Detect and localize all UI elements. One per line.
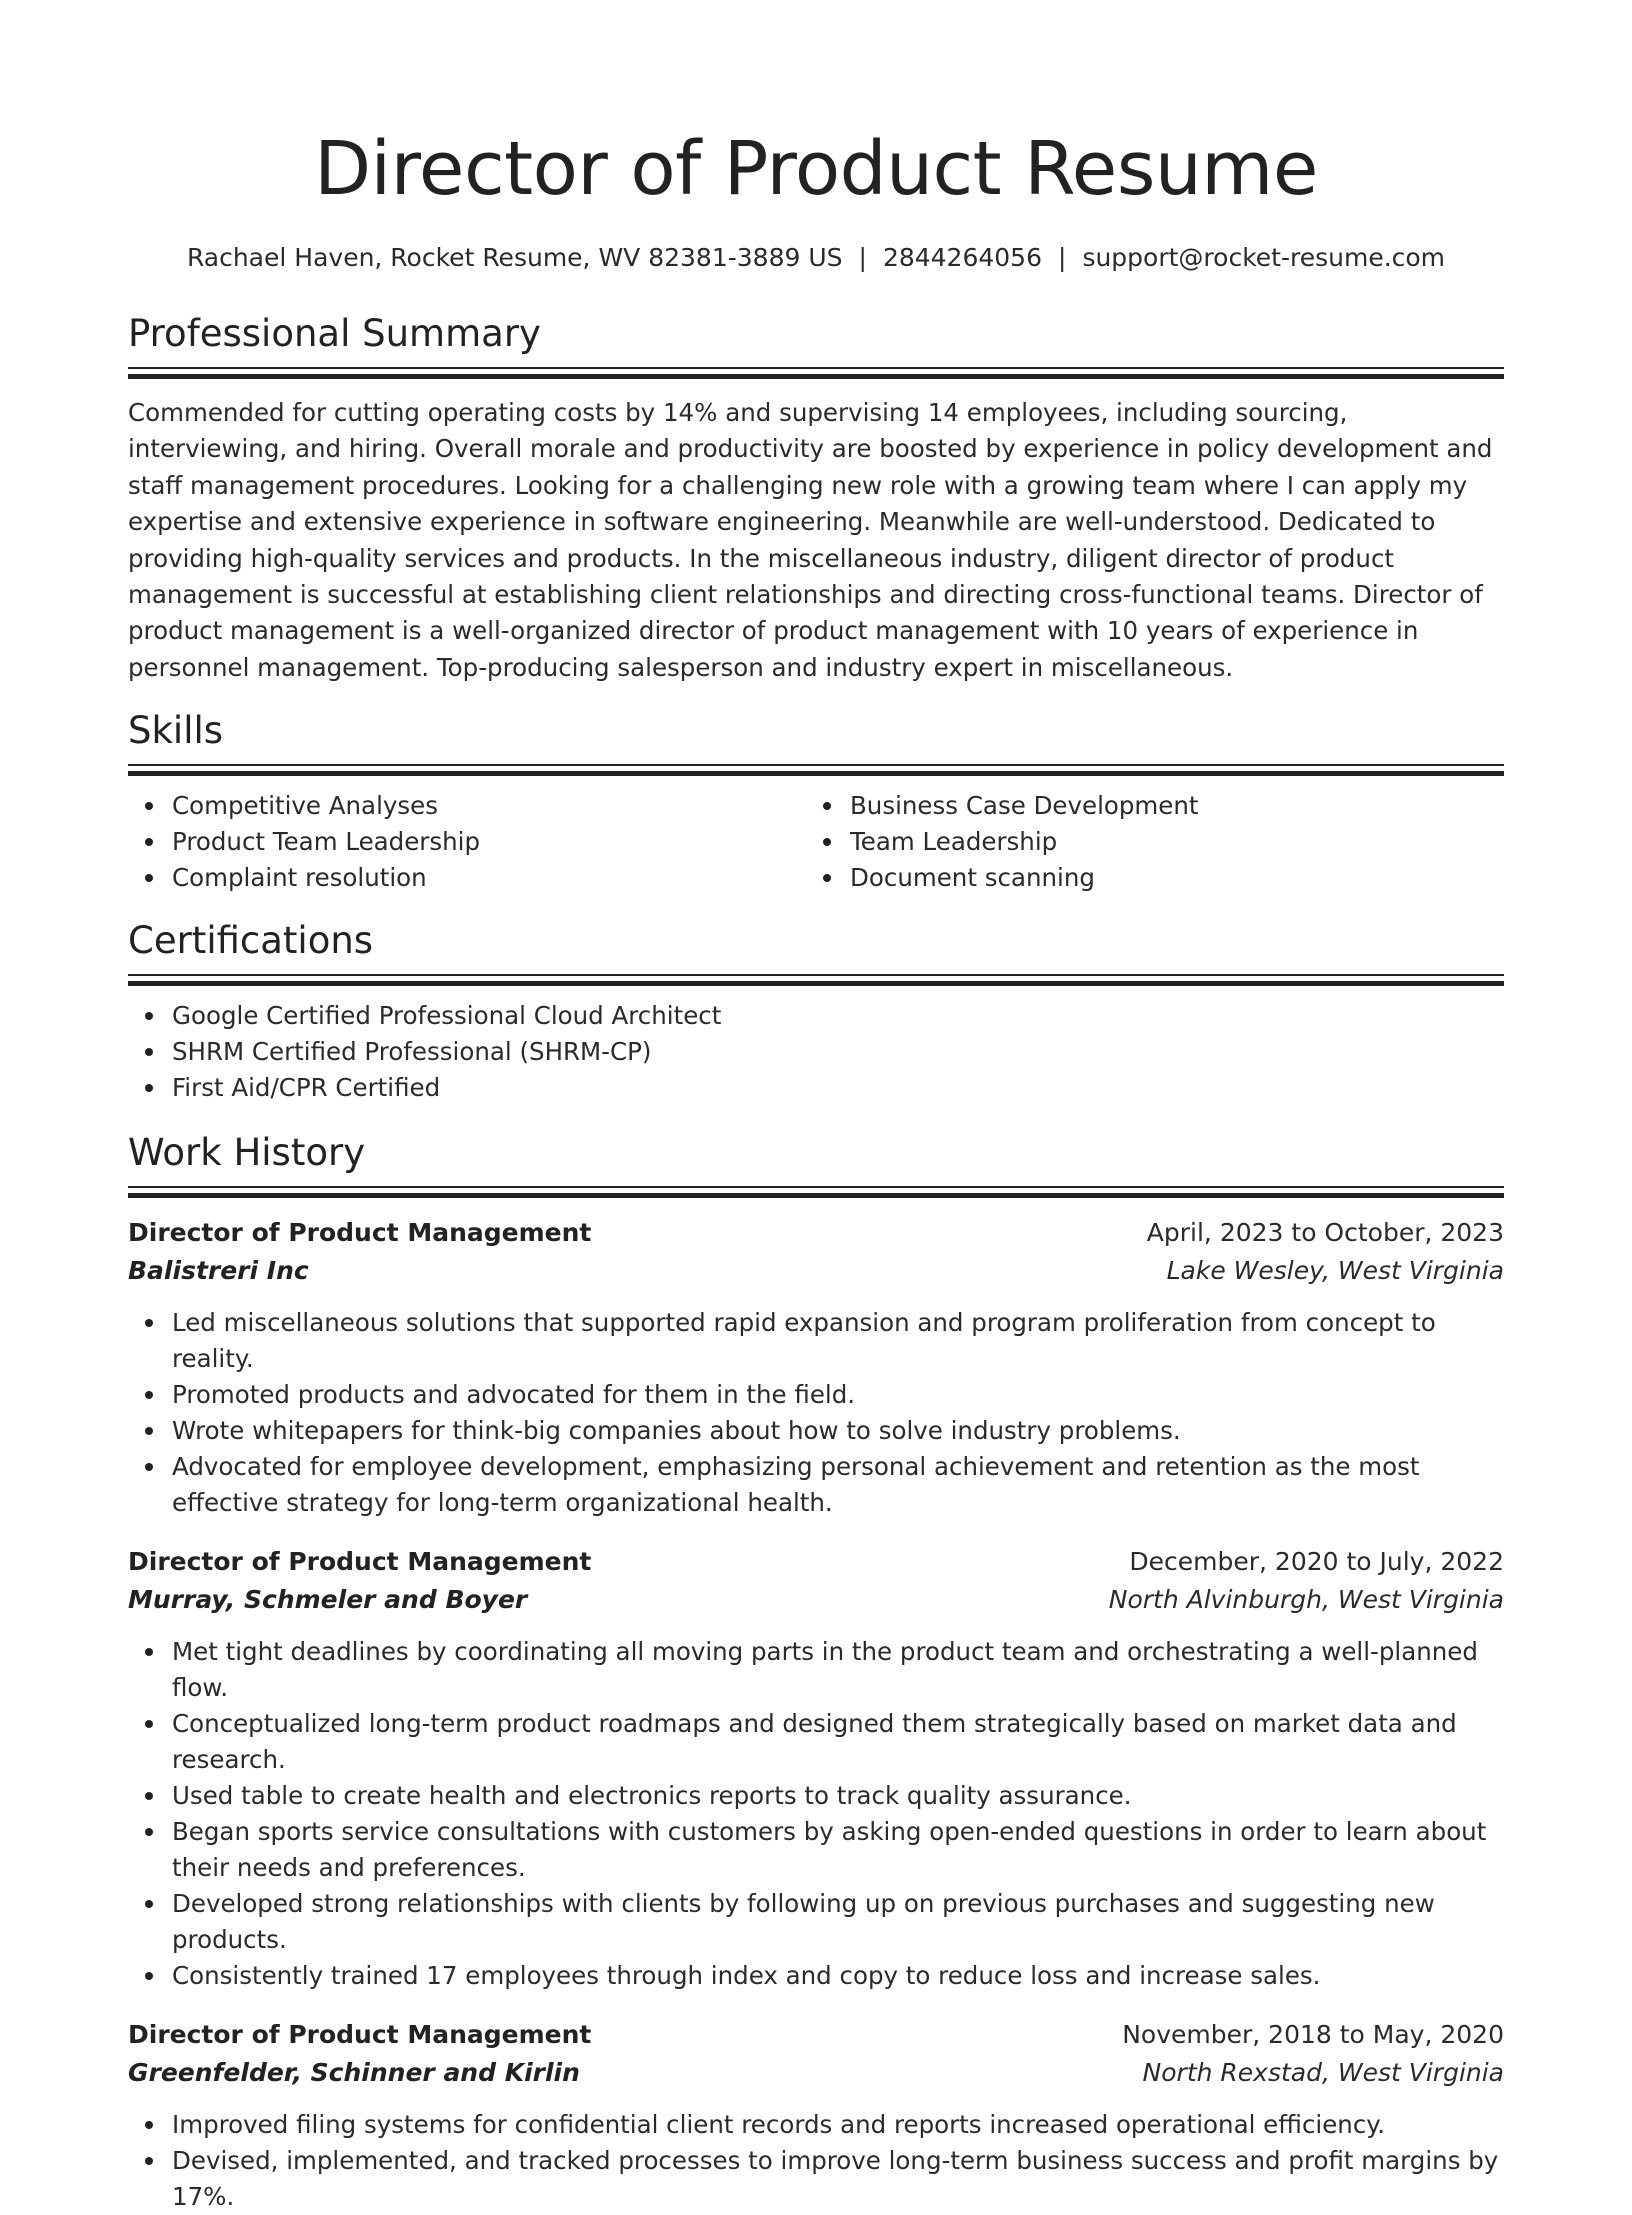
skill-item: Competitive Analyses	[172, 788, 806, 824]
skill-item: Team Leadership	[850, 824, 1484, 860]
summary-text: Commended for cutting operating costs by 14% and supervising 14 employees, including sourcing, interviewing, and hiring. Overall morale and productivity are boosted by experience in policy development and staff management procedures. Looking for a challenging new role with a growing team where I can apply my expertise and extensive experience in software engineering. Meanwhile are well-understood. Dedicated to providing high-quality services and products. In the miscellaneous industry, diligent director of product management is successful at establishing client relationships and directing cross-functional teams. Director of product management is a well-organized director of product management with 10 years of experience in personnel management. Top-producing salesperson and industry expert in miscellaneous.	[128, 398, 1493, 682]
resume-page	[128, 0, 1504, 2215]
section-divider	[128, 367, 1504, 381]
work-history-section	[128, 1130, 1504, 2215]
job-title: Director of Product Management	[128, 1218, 592, 1248]
job-header	[128, 1543, 1504, 1581]
skill-item: Product Team Leadership	[172, 824, 806, 860]
job-header	[128, 1214, 1504, 1252]
job-subheader	[128, 1252, 1504, 1290]
job-bullet: Used table to create health and electronics reports to track quality assurance.	[172, 1778, 1504, 1814]
contact-email: support@rocket-resume.com	[1082, 243, 1446, 272]
job-header	[128, 2016, 1504, 2054]
job-company: Murray, Schmeler and Boyer	[128, 1585, 528, 1615]
job-bullet: Began sports service consultations with customers by asking open-ended questions in order to learn about their needs and preferences.	[172, 1814, 1504, 1886]
skill-item: Complaint resolution	[172, 860, 806, 896]
skill-item: Document scanning	[850, 860, 1484, 896]
job-entry	[128, 2016, 1504, 2215]
job-bullet: Conceptualized long-term product roadmaps and designed them strategically based on market data and research.	[172, 1706, 1504, 1778]
job-company: Greenfelder, Schinner and Kirlin	[128, 2058, 580, 2088]
job-dates: November, 2018 to May, 2020	[1122, 2020, 1504, 2050]
contact-phone: 2844264056	[882, 243, 1042, 272]
contact-separator: |	[858, 243, 867, 272]
job-bullet: Developed strong relationships with clients by following up on previous purchases and suggesting new products.	[172, 1886, 1504, 1958]
skills-column-right	[806, 788, 1484, 896]
job-bullet: Wrote whitepapers for think-big companies about how to solve industry problems.	[172, 1413, 1504, 1449]
section-divider	[128, 1186, 1504, 1200]
job-entry	[128, 1543, 1504, 1994]
certifications-heading: Certifications	[128, 919, 374, 963]
job-bullet: Led miscellaneous solutions that supported rapid expansion and program proliferation from concept to reality.	[172, 1305, 1504, 1377]
job-bullet: Devised, implemented, and tracked processes to improve long-term business success and profit margins by 17%.	[172, 2143, 1504, 2215]
contact-address: Rachael Haven, Rocket Resume, WV 82381-3889 US	[186, 243, 843, 272]
job-dates: April, 2023 to October, 2023	[1146, 1218, 1504, 1248]
job-title: Director of Product Management	[128, 2020, 592, 2050]
certifications-section	[128, 918, 1504, 1106]
summary-section	[128, 311, 1504, 686]
contact-line	[128, 242, 1504, 274]
certification-item: First Aid/CPR Certified	[172, 1070, 1504, 1106]
skills-section	[128, 708, 1504, 896]
job-bullet: Promoted products and advocated for them in the field.	[172, 1377, 1504, 1413]
skills-heading: Skills	[128, 709, 224, 753]
job-company: Balistreri Inc	[128, 1256, 309, 1286]
skills-grid	[128, 788, 1504, 896]
job-bullet: Met tight deadlines by coordinating all moving parts in the product team and orchestrating a well-planned flow.	[172, 1634, 1504, 1706]
job-entry	[128, 1214, 1504, 1521]
job-subheader	[128, 1581, 1504, 1619]
job-dates: December, 2020 to July, 2022	[1129, 1547, 1504, 1577]
skill-item: Business Case Development	[850, 788, 1484, 824]
summary-heading: Professional Summary	[128, 312, 541, 355]
job-bullet: Consistently trained 17 employees through index and copy to reduce loss and increase sales.	[172, 1958, 1504, 1994]
job-bullet: Advocated for employee development, emphasizing personal achievement and retention as the most effective strategy for long-term organizational health.	[172, 1449, 1504, 1521]
job-title: Director of Product Management	[128, 1547, 592, 1577]
resume-title: Director of Product Resume	[314, 126, 1318, 212]
work-history-heading: Work History	[128, 1131, 366, 1175]
skills-column-left	[128, 788, 806, 896]
job-bullet: Improved filing systems for confidential client records and reports increased operational efficiency.	[172, 2107, 1504, 2143]
contact-separator: |	[1058, 243, 1067, 272]
certification-item: SHRM Certified Professional (SHRM-CP)	[172, 1034, 1504, 1070]
certification-item: Google Certified Professional Cloud Architect	[172, 998, 1504, 1034]
section-divider	[128, 764, 1504, 778]
job-location: Lake Wesley, West Virginia	[1166, 1256, 1504, 1286]
job-location: North Alvinburgh, West Virginia	[1108, 1585, 1504, 1615]
job-subheader	[128, 2054, 1504, 2092]
job-location: North Rexstad, West Virginia	[1142, 2058, 1504, 2088]
section-divider	[128, 974, 1504, 988]
